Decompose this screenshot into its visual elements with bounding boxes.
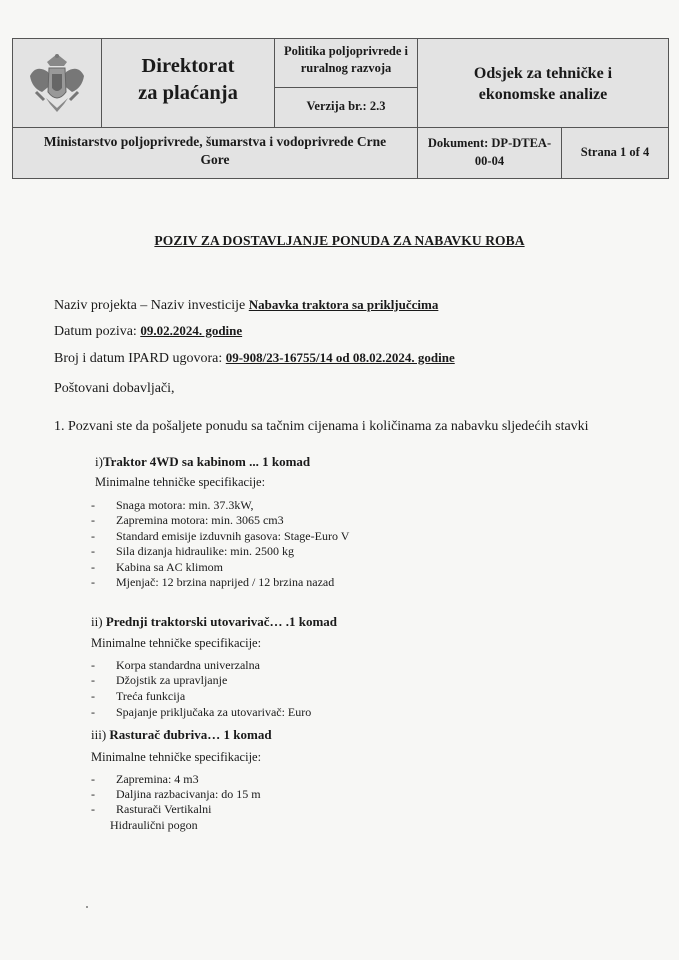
bullet-dash: - <box>91 560 95 574</box>
project-value: Nabavka traktora sa priključcima <box>248 297 439 312</box>
bullet-dash: - <box>91 529 95 543</box>
policy-line2: ruralnog razvoja <box>300 61 392 75</box>
header-document-cell <box>417 127 562 179</box>
spec-item: Zapremina: 4 m3 <box>116 772 199 786</box>
header-ministry-cell <box>12 127 418 179</box>
spec-item: Daljina razbacivanja: do 15 m <box>116 787 261 801</box>
policy-line1: Politika poljoprivrede i <box>283 44 409 58</box>
section-1-subheading: Minimalne tehničke specifikacije: <box>95 475 266 489</box>
spec-item: Mjenjač: 12 brzina naprijed / 12 brzina nazad <box>116 575 335 589</box>
document-code-line2: 00-04 <box>474 154 505 168</box>
contract-line <box>54 350 455 367</box>
bullet-dash: - <box>91 772 95 786</box>
bullet-dash: - <box>91 787 95 801</box>
header-logo-cell <box>12 38 102 128</box>
date-line <box>54 323 242 340</box>
section-2-subheading: Minimalne tehničke specifikacije: <box>91 636 262 650</box>
org-name-line2: za plaćanja <box>138 82 238 104</box>
ministry-line1: Ministarstvo poljoprivrede, šumarstva i vodoprivrede Crne <box>43 134 387 149</box>
spec-item-continuation: Hidraulični pogon <box>110 818 198 832</box>
bullet-dash: - <box>91 575 95 589</box>
contract-label: Broj i datum IPARD ugovora: <box>54 351 226 366</box>
spec-item: Zapremina motora: min. 3065 cm3 <box>116 513 284 527</box>
header-policy-cell <box>274 38 418 88</box>
spec-item: Sila dizanja hidraulike: min. 2500 kg <box>116 544 294 558</box>
spec-item: Džojstik za upravljanje <box>116 673 228 687</box>
header-page-cell <box>561 127 669 179</box>
section-3-prefix: iii) <box>91 727 110 742</box>
department-line2: ekonomske analize <box>478 86 608 103</box>
bullet-dash: - <box>91 498 95 512</box>
header-version-cell <box>274 87 418 128</box>
spec-item: Rasturači Vertikalni <box>116 802 212 816</box>
date-label: Datum poziva: <box>54 324 141 339</box>
spec-item: Snaga motora: min. 37.3kW, <box>116 498 254 512</box>
project-label: Naziv projekta – Naziv investicije <box>54 298 249 313</box>
version-label: Verzija br.: 2.3 <box>306 99 386 113</box>
bullet-dash: - <box>91 544 95 558</box>
document-title: POZIV ZA DOSTAVLJANJE PONUDA ZA NABAVKU ROBA <box>154 233 525 248</box>
bullet-dash: - <box>91 689 95 703</box>
intro-paragraph: 1. Pozvani ste da pošaljete ponudu sa tačnim cijenama i količinama za nabavku sljedećih stavki <box>54 419 589 434</box>
spec-item: Treća funkcija <box>116 689 186 703</box>
department-line1: Odsjek za tehničke i <box>473 65 613 82</box>
document-code-line1: Dokument: DP-DTEA- <box>427 136 552 150</box>
header-department-cell <box>417 38 669 128</box>
scan-speck <box>86 906 88 908</box>
bullet-dash: - <box>91 673 95 687</box>
bullet-dash: - <box>91 658 95 672</box>
section-1-name: Traktor 4WD sa kabinom ... 1 komad <box>102 454 311 469</box>
section-3-name: Rasturač đubriva… 1 komad <box>109 727 272 742</box>
ministry-line2: Gore <box>200 152 230 167</box>
header-org-cell <box>101 38 275 128</box>
org-name-line1: Direktorat <box>141 55 235 77</box>
spec-item: Korpa standardna univerzalna <box>116 658 260 672</box>
spec-item: Spajanje priključaka za utovarivač: Euro <box>116 705 312 719</box>
section-3-subheading: Minimalne tehničke specifikacije: <box>91 750 262 764</box>
section-1-prefix: i) <box>95 454 103 469</box>
bullet-dash: - <box>91 705 95 719</box>
greeting: Poštovani dobavljači, <box>54 381 175 396</box>
section-2-prefix: ii) <box>91 614 106 629</box>
section-1-heading <box>95 454 310 470</box>
bullet-dash: - <box>91 513 95 527</box>
section-3-heading <box>91 727 272 743</box>
coat-of-arms-icon <box>22 48 92 118</box>
page-number: Strana 1 of 4 <box>580 145 650 159</box>
section-2-name: Prednji traktorski utovarivač… .1 komad <box>105 614 338 629</box>
bullet-dash: - <box>91 802 95 816</box>
date-value: 09.02.2024. godine <box>140 323 243 338</box>
section-2-heading <box>91 614 337 630</box>
contract-value: 09-908/23-16755/14 od 08.02.2024. godine <box>225 350 455 365</box>
spec-item: Standard emisije izduvnih gasova: Stage-Euro V <box>116 529 350 543</box>
project-line <box>54 297 438 314</box>
spec-item: Kabina sa AC klimom <box>116 560 223 574</box>
